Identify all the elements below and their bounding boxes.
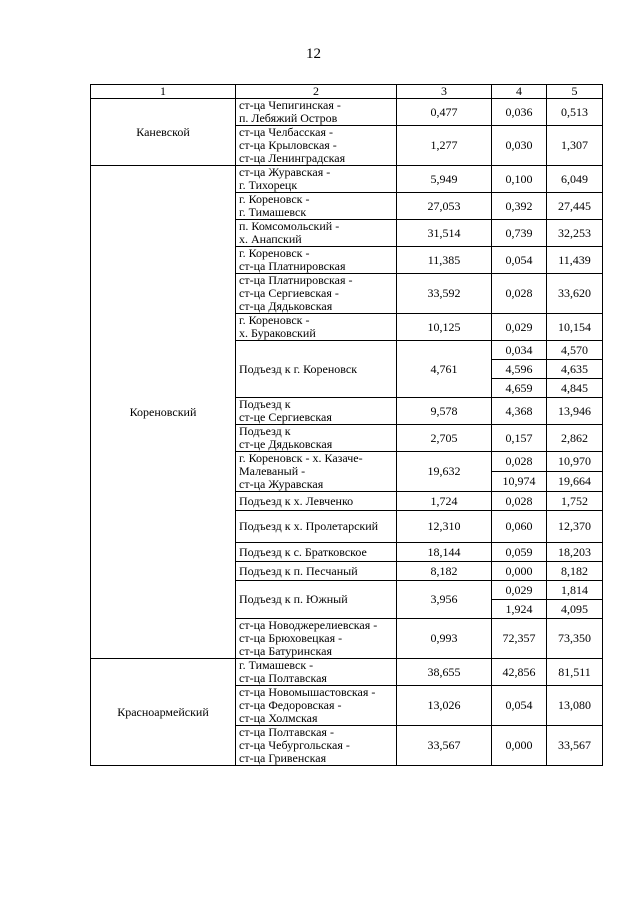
route-cell: п. Комсомольский - х. Анапский [236,220,397,247]
length-cell: 3,956 [397,581,492,619]
route-cell: Подъезд к с. Братковское [236,543,397,562]
km-end-cell: 2,862 [547,425,603,452]
km-end-cell: 4,095 [547,600,603,619]
length-cell: 9,578 [397,398,492,425]
length-cell: 8,182 [397,562,492,581]
km-end-cell: 81,511 [547,659,603,686]
length-cell: 12,310 [397,511,492,543]
km-start-cell: 0,028 [492,274,547,314]
length-cell: 31,514 [397,220,492,247]
km-start-cell: 0,157 [492,425,547,452]
length-cell: 5,949 [397,166,492,193]
km-start-cell: 0,100 [492,166,547,193]
km-start-cell: 42,856 [492,659,547,686]
km-end-cell: 8,182 [547,562,603,581]
district-cell: Красноармейский [91,659,236,766]
km-end-cell: 10,154 [547,314,603,341]
km-end-cell: 4,635 [547,360,603,379]
page-number: 12 [306,46,321,62]
header-cell-3: 3 [397,85,492,99]
km-end-cell: 13,946 [547,398,603,425]
km-end-cell: 11,439 [547,247,603,274]
roads-table [90,84,603,766]
km-start-cell: 0,028 [492,492,547,511]
km-start-cell: 0,029 [492,581,547,600]
km-end-cell: 10,970 [547,452,603,472]
km-start-cell: 0,739 [492,220,547,247]
length-cell: 0,993 [397,619,492,659]
km-end-cell: 0,513 [547,99,603,126]
km-end-cell: 32,253 [547,220,603,247]
length-cell: 0,477 [397,99,492,126]
length-cell: 10,125 [397,314,492,341]
header-cell-1: 1 [91,85,236,99]
route-cell: Подъезд к х. Пролетарский [236,511,397,543]
km-start-cell: 0,000 [492,562,547,581]
length-cell: 19,632 [397,452,492,492]
route-cell: ст-ца Платнировская - ст-ца Сергиевская - ст-ца Дядьковская [236,274,397,314]
route-cell: Подъезд к г. Кореновск [236,341,397,398]
km-start-cell: 72,357 [492,619,547,659]
length-cell: 27,053 [397,193,492,220]
route-cell: ст-ца Чепигинская - п. Лебяжий Остров [236,99,397,126]
km-end-cell: 1,814 [547,581,603,600]
route-cell: ст-ца Полтавская - ст-ца Чебургольская - ст-ца Гривенская [236,726,397,766]
km-start-cell: 4,659 [492,379,547,398]
route-cell: Подъезд к х. Левченко [236,492,397,511]
km-end-cell: 6,049 [547,166,603,193]
route-cell: ст-ца Журавская - г. Тихорецк [236,166,397,193]
km-start-cell: 10,974 [492,472,547,492]
route-cell: Подъезд к п. Песчаный [236,562,397,581]
table-row [91,99,603,126]
route-cell: Подъезд к ст-це Дядьковская [236,425,397,452]
km-end-cell: 13,080 [547,686,603,726]
route-cell: ст-ца Новоджерелиевская - ст-ца Брюховецкая - ст-ца Батуринская [236,619,397,659]
length-cell: 38,655 [397,659,492,686]
km-start-cell: 0,029 [492,314,547,341]
table-row [91,659,603,686]
km-start-cell: 0,030 [492,126,547,166]
length-cell: 33,592 [397,274,492,314]
length-cell: 11,385 [397,247,492,274]
length-cell: 13,026 [397,686,492,726]
district-cell: Каневской [91,99,236,166]
header-cell-4: 4 [492,85,547,99]
route-cell: ст-ца Новомышастовская - ст-ца Федоровская - ст-ца Холмская [236,686,397,726]
length-cell: 33,567 [397,726,492,766]
length-cell: 4,761 [397,341,492,398]
km-start-cell: 0,054 [492,247,547,274]
km-start-cell: 0,034 [492,341,547,360]
km-end-cell: 4,845 [547,379,603,398]
route-cell: г. Тимашевск - ст-ца Полтавская [236,659,397,686]
route-cell: г. Кореновск - г. Тимашевск [236,193,397,220]
km-start-cell: 4,368 [492,398,547,425]
length-cell: 18,144 [397,543,492,562]
km-start-cell: 4,596 [492,360,547,379]
km-start-cell: 1,924 [492,600,547,619]
table-row [91,166,603,193]
route-cell: г. Кореновск - х. Казаче- Малеваный - ст-ца Журавская [236,452,397,492]
km-end-cell: 12,370 [547,511,603,543]
length-cell: 1,277 [397,126,492,166]
route-cell: ст-ца Челбасская - ст-ца Крыловская - ст-ца Ленинградская [236,126,397,166]
length-cell: 1,724 [397,492,492,511]
km-end-cell: 27,445 [547,193,603,220]
km-end-cell: 1,307 [547,126,603,166]
header-cell-2: 2 [236,85,397,99]
roads-table-body [91,85,603,766]
km-end-cell: 1,752 [547,492,603,511]
km-start-cell: 0,036 [492,99,547,126]
route-cell: г. Кореновск - х. Бураковский [236,314,397,341]
km-start-cell: 0,000 [492,726,547,766]
km-start-cell: 0,059 [492,543,547,562]
header-row [91,85,603,99]
km-end-cell: 19,664 [547,472,603,492]
km-start-cell: 0,392 [492,193,547,220]
km-end-cell: 4,570 [547,341,603,360]
header-cell-5: 5 [547,85,603,99]
route-cell: г. Кореновск - ст-ца Платнировская [236,247,397,274]
district-cell: Кореновский [91,166,236,659]
km-end-cell: 33,620 [547,274,603,314]
km-start-cell: 0,028 [492,452,547,472]
length-cell: 2,705 [397,425,492,452]
km-end-cell: 73,350 [547,619,603,659]
km-end-cell: 33,567 [547,726,603,766]
km-start-cell: 0,060 [492,511,547,543]
km-start-cell: 0,054 [492,686,547,726]
route-cell: Подъезд к ст-це Сергиевская [236,398,397,425]
route-cell: Подъезд к п. Южный [236,581,397,619]
km-end-cell: 18,203 [547,543,603,562]
